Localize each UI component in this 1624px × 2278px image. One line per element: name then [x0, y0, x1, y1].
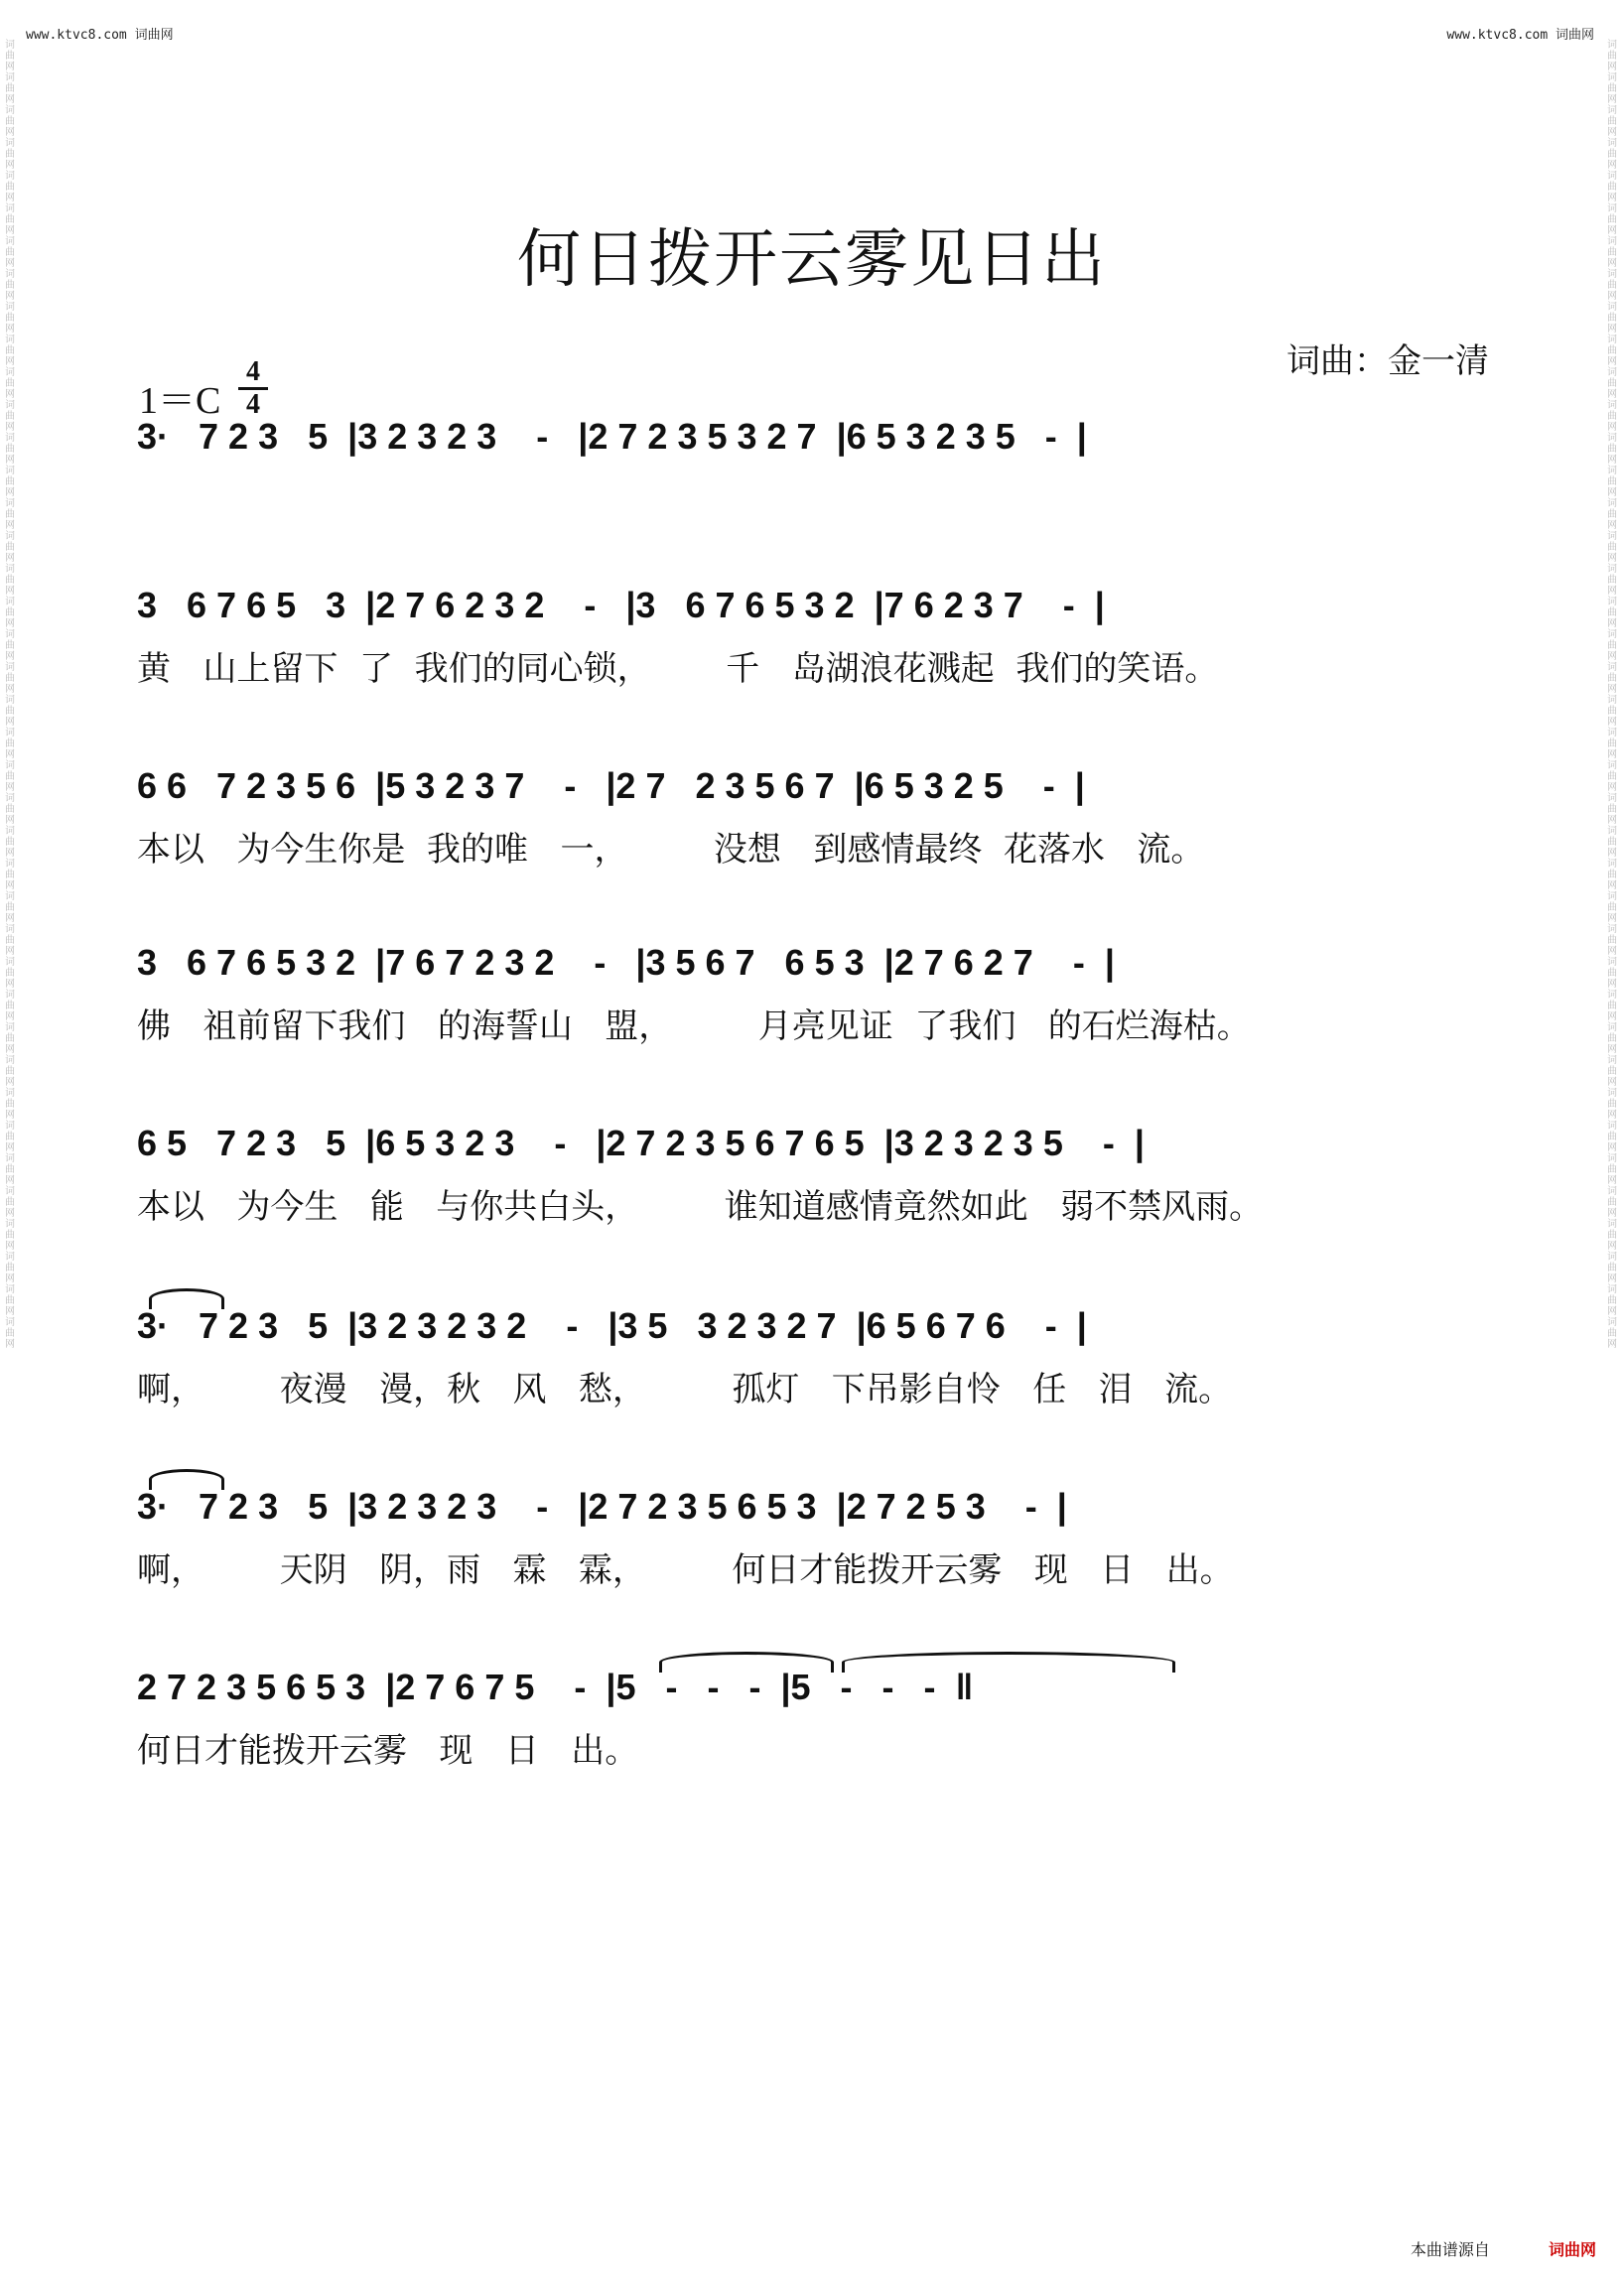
tie-mark	[659, 1652, 834, 1673]
lyric-line: 何日才能拨开云雾 现 日 出。	[137, 1731, 639, 1771]
left-watermark: 词曲网词曲网词曲网词曲网词曲网词曲网词曲网词曲网词曲网词曲网词曲网词曲网词曲网词曲网词曲网词曲网词曲网词曲网词曲网词曲网词曲网词曲网词曲网词曲网词曲网词曲网词曲网词曲网词曲网词曲网词曲网词曲网词曲网词曲网词曲网词曲网词曲网词曲网词曲网词曲网	[5, 40, 15, 1350]
notation-line: 6 6 7 2 3 5 6 |5 3 2 3 7 - |2 7 2 3 5 6 7 |6 5 3 2 5 - |	[137, 765, 1085, 806]
score-system-5	[137, 1114, 1497, 1235]
lyric-line: 本以 为今生你是 我的唯 一， 没想 到感情最终 花落水 流。	[137, 830, 1205, 870]
lyric-line: 本以 为今生 能 与你共白头， 谁知道感情竟然如此 弱不禁风雨。	[137, 1187, 1264, 1227]
source-footer	[1411, 2237, 1596, 2260]
tie-mark	[842, 1652, 1175, 1673]
score-system-4	[137, 933, 1497, 1054]
notation-line: 3· 7 2 3 5 |3 2 3 2 3 2 - |3 5 3 2 3 2 7 |6 5 6 7 6 - |	[137, 1305, 1087, 1346]
notation-line: 6 5 7 2 3 5 |6 5 3 2 3 - |2 7 2 3 5 6 7 6 5 |3 2 3 2 3 5 - |	[137, 1123, 1145, 1163]
header-left-site: www.ktvc8.com 词曲网	[26, 28, 174, 43]
score-system-1	[137, 407, 1497, 528]
right-watermark: 词曲网词曲网词曲网词曲网词曲网词曲网词曲网词曲网词曲网词曲网词曲网词曲网词曲网词曲网词曲网词曲网词曲网词曲网词曲网词曲网词曲网词曲网词曲网词曲网词曲网词曲网词曲网词曲网词曲网词曲网词曲网词曲网词曲网词曲网词曲网词曲网词曲网词曲网词曲网词曲网	[1607, 40, 1617, 1350]
notation-line: 2 7 2 3 5 6 5 3 |2 7 6 7 5 - |5 - - - |5 - - - ‖	[137, 1667, 974, 1707]
score-system-6	[137, 1296, 1497, 1417]
slur-mark	[149, 1288, 224, 1309]
footer-source-label: 本曲谱源自	[1410, 2240, 1490, 2259]
score-system-8	[137, 1658, 1497, 1779]
lyric-line: 啊， 夜漫 漫，秋 风 愁， 孤灯 下吊影自怜 任 泪 流。	[137, 1370, 1233, 1409]
notation-line: 3· 7 2 3 5 |3 2 3 2 3 - |2 7 2 3 5 3 2 7 |6 5 3 2 3 5 - |	[137, 416, 1087, 457]
time-signature-bottom: 4	[246, 389, 260, 420]
lyric-line: 啊， 天阴 阴，雨 霖 霖， 何日才能拨开云雾 现 日 出。	[137, 1550, 1234, 1590]
notation-line: 3 6 7 6 5 3 2 |7 6 7 2 3 2 - |3 5 6 7 6 5 3 |2 7 6 2 7 - |	[137, 942, 1115, 983]
slur-mark	[149, 1469, 224, 1490]
notation-line: 3· 7 2 3 5 |3 2 3 2 3 - |2 7 2 3 5 6 5 3 |2 7 2 5 3 - |	[137, 1486, 1067, 1527]
lyric-line: 佛 祖前留下我们 的海誓山 盟， 月亮见证 了我们 的石烂海枯。	[137, 1006, 1251, 1046]
footer-site-link[interactable]: 词曲网	[1548, 2240, 1596, 2259]
lyric-line: 黄 山上留下 了 我们的同心锁， 千 岛湖浪花溅起 我们的笑语。	[137, 649, 1219, 689]
author-credit: 词曲：金一清	[1286, 341, 1489, 381]
score-system-3	[137, 756, 1497, 877]
header-right-site: www.ktvc8.com 词曲网	[1446, 28, 1594, 43]
song-title: 何日拨开云雾见日出	[517, 223, 1107, 297]
score-system-7	[137, 1477, 1497, 1598]
score-system-2	[137, 576, 1497, 697]
notation-line: 3 6 7 6 5 3 |2 7 6 2 3 2 - |3 6 7 6 5 3 2 |7 6 2 3 7 - |	[137, 585, 1105, 625]
key-signature: 1＝C	[139, 380, 221, 422]
time-signature-top: 4	[238, 357, 268, 390]
lyric-line	[137, 472, 1497, 528]
